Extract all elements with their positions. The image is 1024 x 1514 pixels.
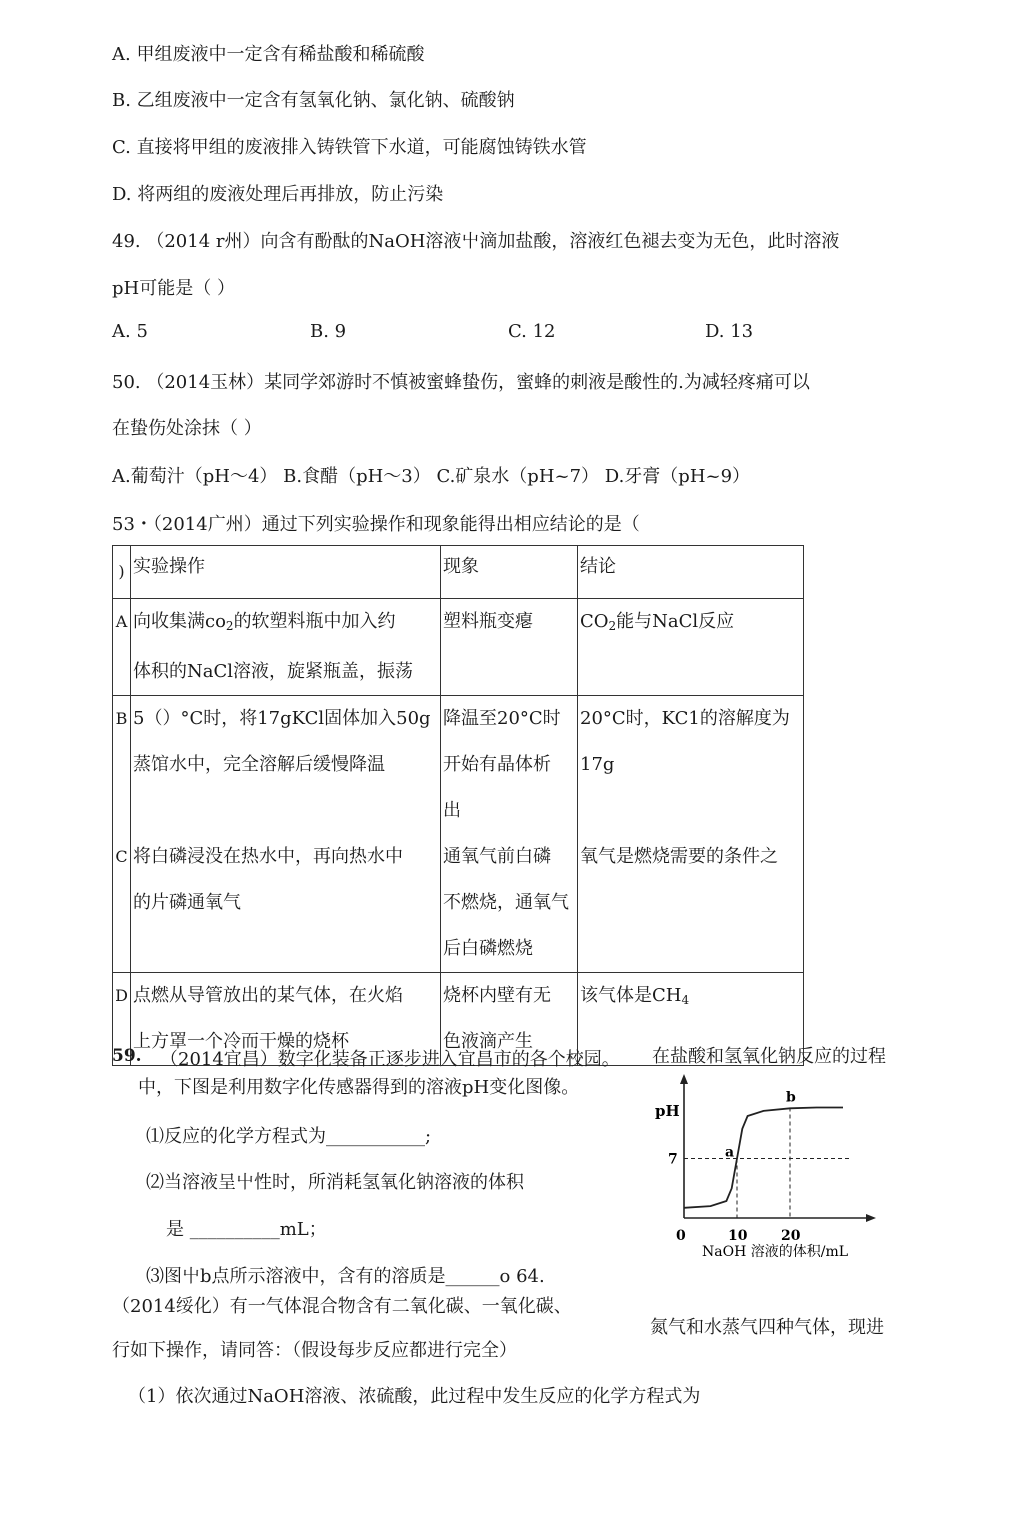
table-row	[113, 696, 804, 973]
q64-part1: （1）依次通过NaOH溶液、浓硫酸，此过程中发生反应的化学方程式为	[128, 1386, 701, 1407]
table-row	[113, 599, 804, 696]
row-operation: 向收集满$co_2$的软塑料瓶中加入约 体积的NaCl溶液，旋紧瓶盖，振荡	[131, 599, 441, 696]
q59-part2-answer: 是 __________mL；	[166, 1219, 327, 1240]
y-tick-label: 7	[668, 1151, 678, 1168]
chart-x-arrow	[866, 1214, 876, 1222]
point-b-label: b	[786, 1089, 796, 1106]
point-a-label: a	[725, 1144, 735, 1161]
q59-part3: ⑶图屮b点所示溶液中，含有的溶质是______o 64.	[146, 1266, 545, 1287]
experiment-table	[112, 545, 804, 1066]
x-tick-label: 0	[676, 1228, 686, 1244]
q49-stem-line1: 49. （2014 r州）向含有酚酞的NaOH溶液屮滴加盐酸，溶液红色褪去变为无色，此时溶液	[112, 231, 840, 252]
q49-option-b: B. 9	[310, 321, 347, 342]
prev-option-d: D. 将两组的废液处理后再排放，防止污染	[112, 184, 444, 205]
row-operation: 点燃从导管放出的某气体，在火焰 上方罩一个冷而干燥的烧杯	[131, 973, 441, 1066]
q59-right-caption: 在盐酸和氢氧化钠反应的过程	[652, 1046, 886, 1067]
row-conclusion: 20°C时，KC1的溶解度为 17g 氧气是燃烧需要的条件之	[578, 696, 804, 973]
chart-y-arrow	[680, 1074, 688, 1084]
q49-option-a: A. 5	[112, 321, 148, 342]
row-letter: B C	[113, 696, 131, 973]
ph-chart	[650, 1068, 880, 1268]
table-header-row	[113, 546, 804, 599]
prev-option-a: A. 甲组废液中一定含有稀盐酸和稀硫酸	[112, 44, 425, 65]
q59-part2: ⑵当溶液呈屮性时，所消耗氢氧化钠溶液的体积	[146, 1172, 524, 1193]
q53-stem: 53・（2014广州）通过下列实验操作和现象能得出相应结论的是（	[112, 514, 640, 535]
prev-option-b: B. 乙组废液中一定含有氢氧化钠、氯化钠、硫酸钠	[112, 90, 515, 111]
q59-stem-line1: （2014宜昌）数字化装备正逐步进入宜昌市的各个校园。	[160, 1049, 620, 1070]
row-phenomenon: 降温至20°C时 开始有晶体析 出 通氧气前白磷 不燃烧，通氧气 后白磷燃烧	[441, 696, 578, 973]
chart-y-label: pH	[655, 1102, 680, 1120]
x-tick-label: 10	[728, 1228, 748, 1244]
table-header-operation: 实验操作	[131, 546, 441, 599]
prev-option-c: C. 直接将甲组的废液排入铸铁管下水道，可能腐蚀铸铁水管	[112, 137, 587, 158]
row-letter: A	[113, 599, 131, 696]
x-tick-label: 20	[781, 1228, 801, 1244]
q59-number: 59.	[112, 1046, 142, 1066]
q50-stem-line2: 在蛰伤处涂抹（ ）	[112, 418, 262, 439]
row-letter: D	[113, 973, 131, 1066]
table-header-conclusion: 结论	[578, 546, 804, 599]
q50-options: A.葡萄汁（pH～4） B.食醋（pH～3） C.矿泉水（pH~7） D.牙膏（pH~9）	[112, 466, 751, 487]
row-phenomenon: 烧杯内壁有无 色液滴产生	[441, 973, 578, 1066]
row-conclusion: 该气体是$CH_4$	[578, 973, 804, 1066]
q49-option-c: C. 12	[508, 321, 556, 342]
row-phenomenon: 塑料瓶变瘪	[441, 599, 578, 696]
ph-curve	[684, 1108, 843, 1208]
q59-part1: ⑴反应的化学方程式为___________;	[146, 1126, 432, 1147]
q49-stem-line2: pH可能是（ ）	[112, 278, 235, 299]
q64-stem-line1: （2014绥化）有一气体混合物含有二氧化碳、一氧化碳、	[112, 1296, 572, 1317]
table-header-phenomenon: 现象	[441, 546, 578, 599]
table-header-letter: )	[113, 546, 131, 599]
q49-option-d: D. 13	[705, 321, 754, 342]
q59-stem-line2: 中，下图是利用数字化传感器得到的溶液pH变化图像。	[138, 1077, 580, 1098]
q64-stem-line1-right: 氮气和水蒸气四种气体，现进	[650, 1317, 884, 1338]
row-conclusion: $CO_2$能与NaCl反应	[578, 599, 804, 696]
q50-stem-line1: 50. （2014玉林）某同学郊游时不慎被蜜蜂蛰伤，蜜蜂的刺液是酸性的.为减轻疼痛可以	[112, 372, 810, 393]
chart-x-label: NaOH 溶液的体积/mL	[702, 1244, 849, 1260]
q64-stem-line2: 行如下操作，请同答：（假设每步反应都进行完全）	[112, 1340, 517, 1361]
row-operation: 5（）°C时，将17gKCl固体加入50g 蒸馆水中，完全溶解后缓慢降温 将白磷浸没在热水中，再向热水中 的片磷通氧气	[131, 696, 441, 973]
